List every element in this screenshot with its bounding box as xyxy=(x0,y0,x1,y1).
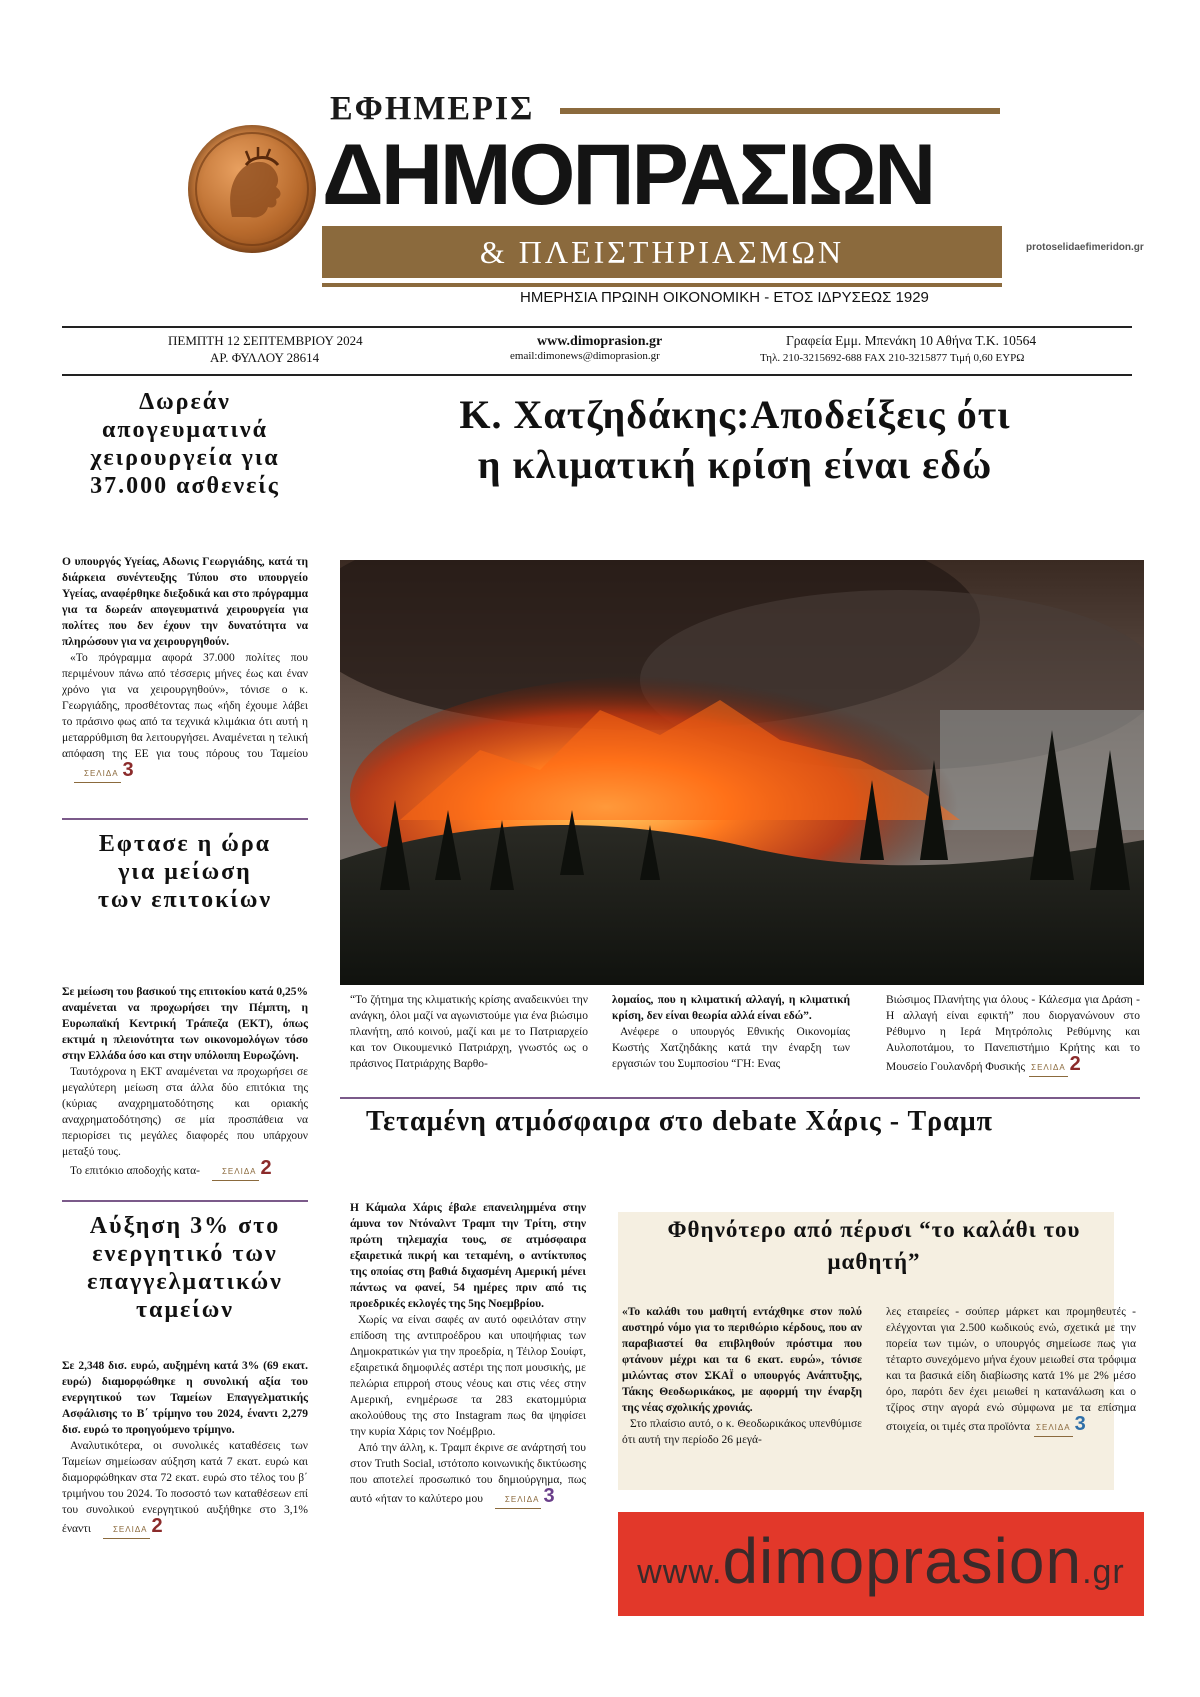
page-ref[interactable] xyxy=(95,1515,163,1539)
article-headline: Δωρεάν απογευματινά χειρουργεία για 37.000 ασθενείς xyxy=(90,389,280,499)
website-link[interactable]: www.dimoprasion.gr xyxy=(537,334,663,349)
article-surgeries xyxy=(62,388,308,783)
website-ad-banner[interactable] xyxy=(618,1512,1144,1616)
page-ref[interactable] xyxy=(1034,1413,1086,1437)
main-col-1: “Το ζήτημα της κλιματικής κρίσης αναδεικνύει την ανάγκη, όλοι μαζί να αγωνιστούμε για ένα βιώσιμο πλανήτη, από κοινού, μαζί και με το Πατριαρχείο και τον Οικουμενικό Πατριάρχη, γνωστός ως ο πράσινος Πατριάρχης Βαρθο- xyxy=(350,994,588,1070)
article-lead: Σε μείωση του βασικού της επιτοκίου κατά 0,25% αναμένεται να προχωρήσει την Πέμπτη, η Ευρωπαϊκή Κεντρική Τράπεζα (ΕΚΤ), όπως εκτιμά η πλειονότητα των οικονομολόγων τόσο στην Ελλάδα όσο και στην υπόλοιπη Ευρωζώνη. xyxy=(62,986,308,1062)
main-headline-line2: η κλιματική κρίση είναι εδώ xyxy=(477,442,993,487)
article-body: Ταυτόχρονα η ΕΚΤ αναμένεται να προχωρήσει σε μεγαλύτερη μείωση στα άλλα δύο επιτόκια της (κύριας αναχρηματοδότησης και οριακής αναχρηματοδότησης) σε μία προσπάθεια να περιορίσει τις μεγάλες διαφορές που υπάρχουν μεταξύ τους. xyxy=(62,1066,308,1158)
address: Γραφεία Εμμ. Μπενάκη 10 Αθήνα Τ.Κ. 10564 xyxy=(786,333,1037,348)
article-body-text: λες εταιρείες - σούπερ μάρκετ και προμηθευτές - ελέγχονται για 2.500 κωδικούς ενώ, σχετικά με την πορεία των τιμών, ο υπουργός σημείωσε πως για τέταρτο συνεχόμενο μήνα έχουν μειωθεί στα τρόφιμα και τα βασικά είδη διαβίωσης κατά 1% με 2% μέσο όρο, παρότι δεν έχει μειωθεί η κατανάλωση και ο τζίρος στην αγορά ενώ σύμφωνα με τα επίσημα στοιχεία, οι τιμές στα προϊόντα xyxy=(886,1306,1136,1433)
page-ref[interactable] xyxy=(204,1157,272,1181)
page-ref-number: 3 xyxy=(122,759,134,781)
article-body-2 xyxy=(350,1440,586,1509)
page-ref-label: ΣΕΛΙΔΑ xyxy=(74,766,121,783)
article-body-text: Αναλυτικότερα, οι συνολικές καταθέσεις των Ταμείων σημείωσαν αύξηση κατά 7 εκατ. ευρώ και διαμορφώθηκαν στα 72 εκατ. ευρώ στο τέλος του β΄ τριμήνου του 2024. Το ποσοστό των καταθέσεων επί του συνολικού ενεργητικού αυξήθηκε στο 3,1% έναντι xyxy=(62,1440,308,1535)
debate-headline[interactable]: Τεταμένη ατμόσφαιρα στο debate Χάρις - Τραμπ xyxy=(366,1106,994,1137)
page-ref-number: 3 xyxy=(1074,1413,1086,1435)
article-pension-funds xyxy=(62,1212,308,1539)
issue-number: ΑΡ. ΦΥΛΛΟΥ 28614 xyxy=(210,350,320,365)
main-headline[interactable] xyxy=(340,390,1130,490)
page-ref-label: ΣΕΛΙΔΑ xyxy=(495,1492,542,1509)
email-link[interactable]: email:dimonews@dimoprasion.gr xyxy=(510,350,660,362)
article-tail-text: Το επιτόκιο αποδοχής κατα- xyxy=(70,1165,200,1177)
article-tail xyxy=(62,1157,308,1181)
page-ref-label: ΣΕΛΙΔΑ xyxy=(103,1522,150,1539)
page-ref-number: 2 xyxy=(260,1157,272,1179)
article-body: Στο πλαίσιο αυτό, ο κ. Θεοδωρικάκος υπενθύμισε ότι αυτή την περίοδο 26 μεγά- xyxy=(622,1418,862,1446)
info-bar-top-rule xyxy=(62,326,1132,328)
article-interest-rates xyxy=(62,830,308,1181)
page-ref-label: ΣΕΛΙΔΑ xyxy=(212,1164,259,1181)
coin-logo xyxy=(188,125,316,253)
article-lead: Ο υπουργός Υγείας, Αδωνις Γεωργιάδης, κατά τη διάρκεια συνέντευξης Τύπου στο υπουργείο Υγείας, αναφέρθηκε διεξοδικά και στο πρόγραμμα για τα δωρεάν απογευματινά χειρουργεία για πολίτες που δεν έχουν την δυνατότητα να πληρώσουν για να χειρουργηθούν. xyxy=(62,556,308,648)
basket-col-2 xyxy=(886,1304,1136,1437)
watermark: protoselidaefimeridon.gr xyxy=(1026,242,1144,253)
page-ref-label: ΣΕΛΙΔΑ xyxy=(1034,1420,1073,1437)
ad-text xyxy=(618,1526,1144,1607)
divider xyxy=(62,1200,308,1202)
main-col-2-quote: λομαίος, που η κλιματική αλλαγή, η κλιματική κρίση, δεν είναι θεωρία αλλά είναι εδώ”. xyxy=(612,994,850,1022)
article-debate xyxy=(350,1200,586,1509)
divider xyxy=(62,818,308,820)
ad-name: dimoprasion xyxy=(722,1525,1083,1597)
main-col-3-text: Βιώσιμος Πλανήτης για όλους - Κάλεσμα για Δράση - Η αλλαγή είναι εφικτή” που διοργανώνουν στο Ρέθυμνο η Ιερά Μητρόπολις Ρεθύμνης και Αυλοποτάμου, το Πανεπιστήμιο Κρήτης και το Μουσείο Γουλανδρή Φυσικής xyxy=(886,994,1140,1073)
article-body xyxy=(62,1438,308,1539)
article-lead: Σε 2,348 δισ. ευρώ, αυξημένη κατά 3% (69 εκατ. ευρώ) διαμορφώθηκε η συνολική αξία του ενεργητικού των Ταμείων Επαγγελματικής Ασφάλισης το Β΄ τρίμηνο του 2024, έναντι 2,279 δισ. ευρώ το προηγούμενο τρίμηνο. xyxy=(62,1360,308,1436)
masthead-small-title: ΕΦΗΜΕΡΙΣ xyxy=(330,90,535,127)
article-lead: «Το καλάθι του μαθητή εντάχθηκε στον πολύ αυστηρό νόμο για το περιθώριο κέρδους, που αν παραβιαστεί θα επιβληθούν πρόστιμα που φτάνουν μέχρι και τα 6 εκατ. ευρώ», τόνισε μιλώντας στον ΣΚΑΪ ο υπουργός Ανάπτυξης, Τάκης Θεοδωρικάκος, με αφορμή την έναρξη της νέας σχολικής χρονιάς. xyxy=(622,1306,862,1414)
page-ref[interactable] xyxy=(66,759,134,783)
page-ref[interactable] xyxy=(1029,1053,1081,1077)
article-lead: Η Κάμαλα Χάρις έβαλε επανειλημμένα στην άμυνα τον Ντόναλντ Τραμπ την Τρίτη, στην πρώτη τηλεμαχία τους, σε ατμόσφαιρα εξαιρετικά πικρή και τεταμένη, ο αντίκτυπος της οποίας στη βαθιά διχασμένη Αμερική μένει πάντως να φανεί, 54 ημέρες πριν από τις προεδρικές εκλογές της 5ης Νοεμβρίου. xyxy=(350,1202,586,1310)
article-body-text: «Το πρόγραμμα αφορά 37.000 πολίτες που περιμένουν πάνω από τέσσερις μήνες έως και έναν χρόνο για να χειρουργηθούν», τόνισε ο κ. Γεωργιάδης, προσθέτοντας πως «ήδη έχουμε λάβει το πράσινο φως από τα τεχνικά κλιμάκια ότι αυτή η μεταρρύθμιση θα λειτουργήσει. Αναμένεται η τελική απόφαση της ΕΕ για τους πόρους του Ταμείου xyxy=(62,652,308,760)
page-ref-number: 3 xyxy=(543,1485,555,1507)
wildfire-image xyxy=(340,560,1144,985)
info-bar-bottom-rule xyxy=(62,374,1132,376)
main-col-2 xyxy=(612,992,850,1072)
phones: Τηλ. 210-3215692-688 FAX 210-3215877 Τιμή 0,60 ΕΥΡΩ xyxy=(760,352,1025,364)
masthead-rule xyxy=(560,108,1000,114)
article-body: Χωρίς να είναι σαφές αν αυτό οφειλόταν στην επίδοση της αντιπροέδρου και υποψήφιας των Δημοκρατικών για την προεδρία, η Τέιλορ Σουίφτ, εξαιρετικά δημοφιλές αστέρι της ποπ μουσικής, με πελώρια επιρροή στους νέους και στις νέες στην Αμερική, ενημέρωσε τα 283 εκατομμύρια ακολούθους της στο Instagram πως θα ψηφίσει την κυρία Χάρις τον Νοέμβριο. xyxy=(350,1314,586,1438)
masthead-subtitle: ΗΜΕΡΗΣΙΑ ΠΡΩΙΝΗ ΟΙΚΟΝΟΜΙΚΗ - ΕΤΟΣ ΙΔΡΥΣΕΩΣ 1929 xyxy=(520,289,929,306)
main-col-3 xyxy=(886,992,1140,1077)
masthead-band: & ΠΛΕΙΣΤΗΡΙΑΣΜΩΝ xyxy=(322,226,1002,278)
ad-suffix: .gr xyxy=(1082,1553,1125,1591)
main-headline-line1: Κ. Χατζηδάκης:Αποδείξεις ότι xyxy=(459,392,1011,437)
article-headline: Εφτασε η ώρα για μείωση των επιτοκίων xyxy=(97,831,273,913)
divider xyxy=(340,1097,1140,1099)
ad-prefix: www. xyxy=(637,1553,723,1591)
wildfire-photo xyxy=(340,560,1144,985)
page-ref-number: 2 xyxy=(1069,1053,1081,1075)
page-ref-label: ΣΕΛΙΔΑ xyxy=(1029,1060,1068,1077)
issue-date: ΠΕΜΠΤΗ 12 ΣΕΠΤΕΜΒΡΙΟΥ 2024 xyxy=(168,333,363,348)
article-body-text: Από την άλλη, κ. Τραμπ έκρινε σε ανάρτησή του στον Truth Social, ιστότοπο κοινωνικής δικτύωσης που αποτελεί προσωπικό του δημιούργημα, πως αυτό «ήταν το καλύτερο μου xyxy=(350,1442,586,1505)
article-headline: Αύξηση 3% στο ενεργητικό των επαγγελματικών ταμείων xyxy=(87,1213,283,1323)
main-col-2-text: Ανέφερε ο υπουργός Εθνικής Οικονομίας Κωστής Χατζηδάκης κατά την έναρξη των εργασιών του Συμποσίου “ΓΗ: Ενας xyxy=(612,1026,850,1070)
article-body xyxy=(62,650,308,783)
masthead-title: ΔΗΜΟΠΡΑΣΙΩΝ xyxy=(322,127,934,223)
coin-head-icon xyxy=(188,125,316,253)
page-ref[interactable] xyxy=(487,1485,555,1509)
page-ref-number: 2 xyxy=(151,1515,163,1537)
masthead-rule-bottom xyxy=(322,283,1002,287)
basket-headline[interactable]: Φθηνότερο από πέρυσι “το καλάθι του μαθητή” xyxy=(667,1217,1081,1274)
basket-col-1 xyxy=(622,1304,862,1448)
